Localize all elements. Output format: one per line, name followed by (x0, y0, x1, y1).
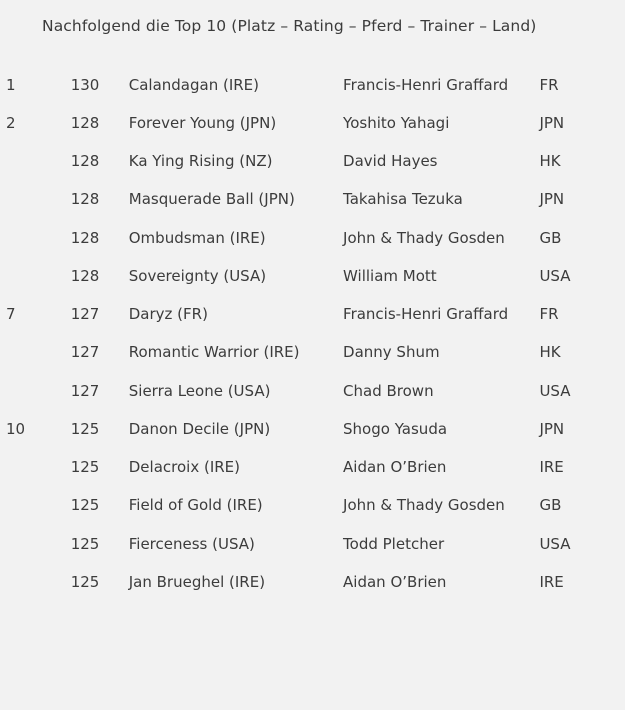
cell-country: FR (539, 305, 559, 324)
cell-trainer: Aidan O’Brien (343, 458, 447, 477)
cell-country: USA (539, 534, 571, 553)
cell-rank (0, 486, 65, 524)
cell-horse: Delacroix (IRE) (128, 458, 240, 477)
cell-rank (0, 372, 65, 410)
cell-horse: Masquerade Ball (JPN) (128, 190, 295, 209)
cell-horse: Sierra Leone (USA) (128, 381, 271, 400)
table-row (0, 66, 625, 104)
cell-trainer: Francis-Henri Graffard (343, 75, 509, 94)
cell-rating: 128 (70, 190, 100, 209)
cell-trainer: Francis-Henri Graffard (343, 305, 509, 324)
cell-rating: 125 (70, 496, 100, 515)
table-row (0, 333, 625, 371)
cell-rating: 128 (70, 113, 100, 132)
cell-rank: 7 (6, 305, 16, 324)
cell-country: GB (539, 496, 562, 515)
cell-horse: Ombudsman (IRE) (128, 228, 266, 247)
cell-horse: Daryz (FR) (128, 305, 208, 324)
cell-horse: Forever Young (JPN) (128, 113, 277, 132)
cell-country: IRE (539, 572, 564, 591)
table-row (0, 142, 625, 180)
cell-horse: Jan Brueghel (IRE) (128, 572, 266, 591)
table-row (0, 486, 625, 524)
cell-rating: 128 (70, 152, 100, 171)
cell-horse: Field of Gold (IRE) (128, 496, 263, 515)
cell-rank (0, 180, 65, 218)
cell-trainer: Todd Pletcher (343, 534, 445, 553)
cell-rank: 1 (6, 75, 16, 94)
cell-country: JPN (539, 190, 565, 209)
cell-horse: Danon Decile (JPN) (128, 419, 271, 438)
cell-horse: Calandagan (IRE) (128, 75, 260, 94)
cell-country: USA (539, 266, 571, 285)
cell-rank (0, 563, 65, 601)
table-row (0, 525, 625, 563)
cell-rank (0, 525, 65, 563)
table-row (0, 180, 625, 218)
cell-rank (0, 219, 65, 257)
cell-horse: Romantic Warrior (IRE) (128, 343, 300, 362)
table-row (0, 448, 625, 486)
cell-rank: 10 (6, 419, 26, 438)
cell-trainer: Danny Shum (343, 343, 440, 362)
cell-horse: Ka Ying Rising (NZ) (128, 152, 273, 171)
cell-trainer: John & Thady Gosden (343, 228, 505, 247)
cell-country: USA (539, 381, 571, 400)
top10-table (0, 66, 625, 602)
table-row (0, 563, 625, 601)
cell-trainer: John & Thady Gosden (343, 496, 505, 515)
cell-country: HK (539, 343, 561, 362)
cell-rank (0, 333, 65, 371)
cell-rank (0, 448, 65, 486)
cell-horse: Fierceness (USA) (128, 534, 255, 553)
cell-rating: 125 (70, 534, 100, 553)
cell-country: HK (539, 152, 561, 171)
cell-country: IRE (539, 458, 564, 477)
table-row (0, 372, 625, 410)
cell-rank (0, 257, 65, 295)
cell-country: JPN (539, 113, 565, 132)
cell-rating: 125 (70, 572, 100, 591)
cell-rank (0, 142, 65, 180)
cell-rating: 128 (70, 228, 100, 247)
cell-trainer: Chad Brown (343, 381, 434, 400)
cell-rank: 2 (6, 113, 16, 132)
cell-trainer: Shogo Yasuda (343, 419, 448, 438)
cell-trainer: David Hayes (343, 152, 438, 171)
cell-rating: 130 (70, 75, 100, 94)
cell-trainer: Aidan O’Brien (343, 572, 447, 591)
table-row (0, 219, 625, 257)
table-row (0, 257, 625, 295)
cell-rating: 128 (70, 266, 100, 285)
cell-rating: 125 (70, 458, 100, 477)
cell-rating: 127 (70, 305, 100, 324)
cell-country: FR (539, 75, 559, 94)
intro-paragraph: Nachfolgend die Top 10 (Platz – Rating – Pferd – Trainer – Land) (42, 17, 537, 35)
cell-rating: 127 (70, 343, 100, 362)
table-row (0, 410, 625, 448)
table-row (0, 295, 625, 333)
top10-table-body (0, 66, 625, 602)
table-row (0, 104, 625, 142)
cell-rating: 125 (70, 419, 100, 438)
cell-country: GB (539, 228, 562, 247)
cell-country: JPN (539, 419, 565, 438)
cell-rating: 127 (70, 381, 100, 400)
cell-trainer: William Mott (343, 266, 437, 285)
cell-trainer: Yoshito Yahagi (343, 113, 450, 132)
cell-trainer: Takahisa Tezuka (343, 190, 463, 209)
cell-horse: Sovereignty (USA) (128, 266, 267, 285)
